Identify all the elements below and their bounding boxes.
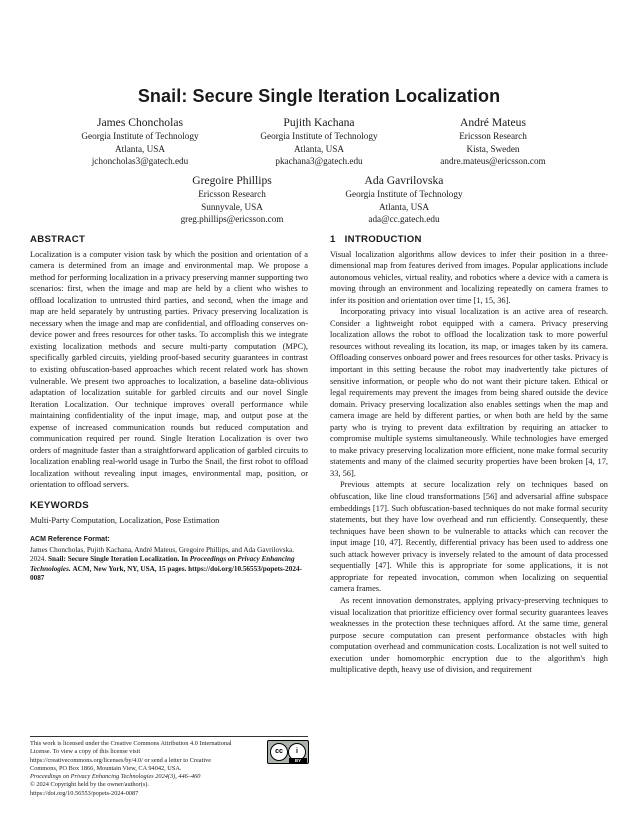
right-column <box>330 234 608 676</box>
author-email: greg.phillips@ericsson.com <box>180 214 284 225</box>
author-location: Atlanta, USA <box>378 201 429 212</box>
author-affiliation: Ericsson Research <box>198 189 266 199</box>
license-box <box>30 736 308 798</box>
introduction-heading: 1 INTRODUCTION <box>330 234 422 245</box>
author-block <box>224 115 414 168</box>
attribution-icon: i <box>288 743 306 761</box>
by-label: BY <box>289 758 307 763</box>
author-email: pkachana3@gatech.edu <box>275 156 363 167</box>
author-email: jchoncholas3@gatech.edu <box>91 156 189 167</box>
reference-format-text <box>30 546 308 584</box>
author-location: Kista, Sweden <box>466 143 520 154</box>
author-block <box>45 115 235 168</box>
author-block <box>309 173 499 226</box>
reference-tail: ACM, New York, NY, USA, 15 pages. https://doi.org/10.56553/popets-2024-0087 <box>30 564 302 583</box>
author-affiliation: Georgia Institute of Technology <box>345 189 463 199</box>
reference-title: Snail: Secure Single Iteration Localization. <box>47 555 180 564</box>
abstract-heading: ABSTRACT <box>30 234 86 245</box>
author-block <box>137 173 327 226</box>
keywords-heading: KEYWORDS <box>30 500 89 512</box>
intro-paragraph: Previous attempts at secure localization rely on techniques based on obfuscation, like line cloud transformations [56] and adversarial affine subspace embeddings [17]. Such obfuscation-based techniques do not make formal security statements, but they have low overhead and run efficiently. Consequently, these techniques have been shown to be vulnerable to attacks which can recover the input image [10, 47]. Recently, differential privacy has been used to address one such attack however privacy is inversely related to the amount of data processed sequentially [47]. While this is appropriate for some applications, it is not appropriate for repeated invocation, common when localizing on sequential camera frames. <box>330 480 608 594</box>
intro-paragraph: Visual localization algorithms allow devices to infer their position in a three-dimensional map from features derived from images. Popular applications include autonomous vehicles, virtual reality, and robotics where a device with a camera is moving through an environment and localizing repeatedly on camera frames to infer its position and orientation over time [1, 15, 36]. <box>330 249 608 305</box>
author-location: Sunnyvale, USA <box>201 201 263 212</box>
cc-by-license-icon <box>267 740 309 764</box>
author-name: James Choncholas <box>97 116 183 129</box>
author-affiliation: Ericsson Research <box>459 131 527 141</box>
author-email: andre.mateus@ericsson.com <box>440 156 546 167</box>
author-block <box>398 115 588 168</box>
author-location: Atlanta, USA <box>293 143 344 154</box>
author-email: ada@cc.gatech.edu <box>368 214 440 225</box>
reference-authors: James Choncholas, Pujith Kachana, André Mateus, Gregoire Phillips, and Ada Gavrilovska. 2024. <box>30 545 295 564</box>
reference-in: In <box>181 555 188 564</box>
author-location: Atlanta, USA <box>114 143 165 154</box>
left-column <box>30 234 308 584</box>
paper-title: Snail: Secure Single Iteration Localization <box>137 86 501 106</box>
reference-venue: Proceedings on Privacy Enhancing Technologies. <box>30 555 295 573</box>
intro-paragraph: As recent innovation demonstrates, applying privacy-preserving techniques to visual localization that prioritize efficiency over formal security guarantees leaves weaknesses in the protection these techniques afford. At the same time, general purpose secure computation can present performance obstacles with high computation overhead and communication costs. Localization is not well suited to execution under homomorphic encryption due to the algorithm's high multiplicative depth, heavy use of division, and requirement <box>330 595 608 675</box>
author-name: André Mateus <box>459 116 526 129</box>
keywords-text: Multi-Party Computation, Localization, Pose Estimation <box>30 515 220 525</box>
author-name: Ada Gavrilovska <box>364 174 444 187</box>
cc-icon: cc <box>270 743 288 761</box>
abstract-text: Localization is a computer vision task by which the position and orientation of a camera is determined from an image and environmental map. We propose a method for performing localization in a privacy preserving manner supporting two scenarios: first, when the image and map are held by a client who wishes to offload localization to untrusted third parties, and second, when the image and map are held separately by untrusting parties. Privacy preserving localization is necessary when the image and map are confidential, and offloading conserves on-device power and frees resources for other tasks. To accomplish this we integrate existing localization methods and secure multi-party computation (MPC), specifically garbled circuits, yielding proof-based security guarantees in contrast to existing obfuscation-based approaches which recent related work has shown vulnerable. We present two approaches to localization, a baseline data-oblivious adaptation of localization suitable for garbled circuits and our novel Single Iteration Localization. Our technique improves overall performance while maintaining confidentiality of the input image, map, and output pose at the expense of increased communication rounds but reduced computation and communication required per round. Single Iteration Localization is over two orders of magnitude faster than a straightforward application of garbled circuits to localization enabling real-world usage in Turbo the Snail, the first robot to offload localization without revealing input images, environmental map, position, or orientation to offload servers. <box>30 249 308 490</box>
license-doi: https://doi.org/10.56553/popets-2024-0087 <box>30 789 139 797</box>
author-affiliation: Georgia Institute of Technology <box>260 131 378 141</box>
license-copyright: © 2024 Copyright held by the owner/author(s). <box>30 781 149 789</box>
author-name: Pujith Kachana <box>283 116 355 129</box>
author-affiliation: Georgia Institute of Technology <box>81 131 199 141</box>
author-name: Gregoire Phillips <box>192 174 272 187</box>
intro-paragraph: Incorporating privacy into visual localization is an active area of research. Consider a lightweight robot equipped with a camera. Privacy preserving localization allows the robot to offload the localization task to more powerful resources without revealing its location, its map, or images taken by its camera. Offloading conserves onboard power and frees resources for other tasks. Privacy is important in this setting because the robot may inadvertently take pictures of sensitive information, or people who do not want their picture taken. Ethical or legal requirements may prevent the images from being shared outside the device domain. Privacy preserving localization also enables settings when the map and camera image are held by different parties, or when both are held by the same party who is trying to prevent data exfiltration by requiring an attacker to compromise multiple systems simultaneously. While technologies have emerged to make privacy preserving localization more efficient, none make formal security statements and many of the claimed security properties have been broken [4, 17, 33, 56]. <box>330 307 608 478</box>
license-text: This work is licensed under the Creative Commons Attribution 4.0 International License. To view a copy of this license visit https://creativecommons.org/licenses/by/4.0/ or send a letter to Creative Commons, PO Box 1866, Mountain View, CA 94042, USA. <box>30 740 232 772</box>
reference-format-heading: ACM Reference Format: <box>30 536 110 544</box>
license-journal: Proceedings on Privacy Enhancing Technologies 2024(3), 446–460 <box>30 773 201 781</box>
